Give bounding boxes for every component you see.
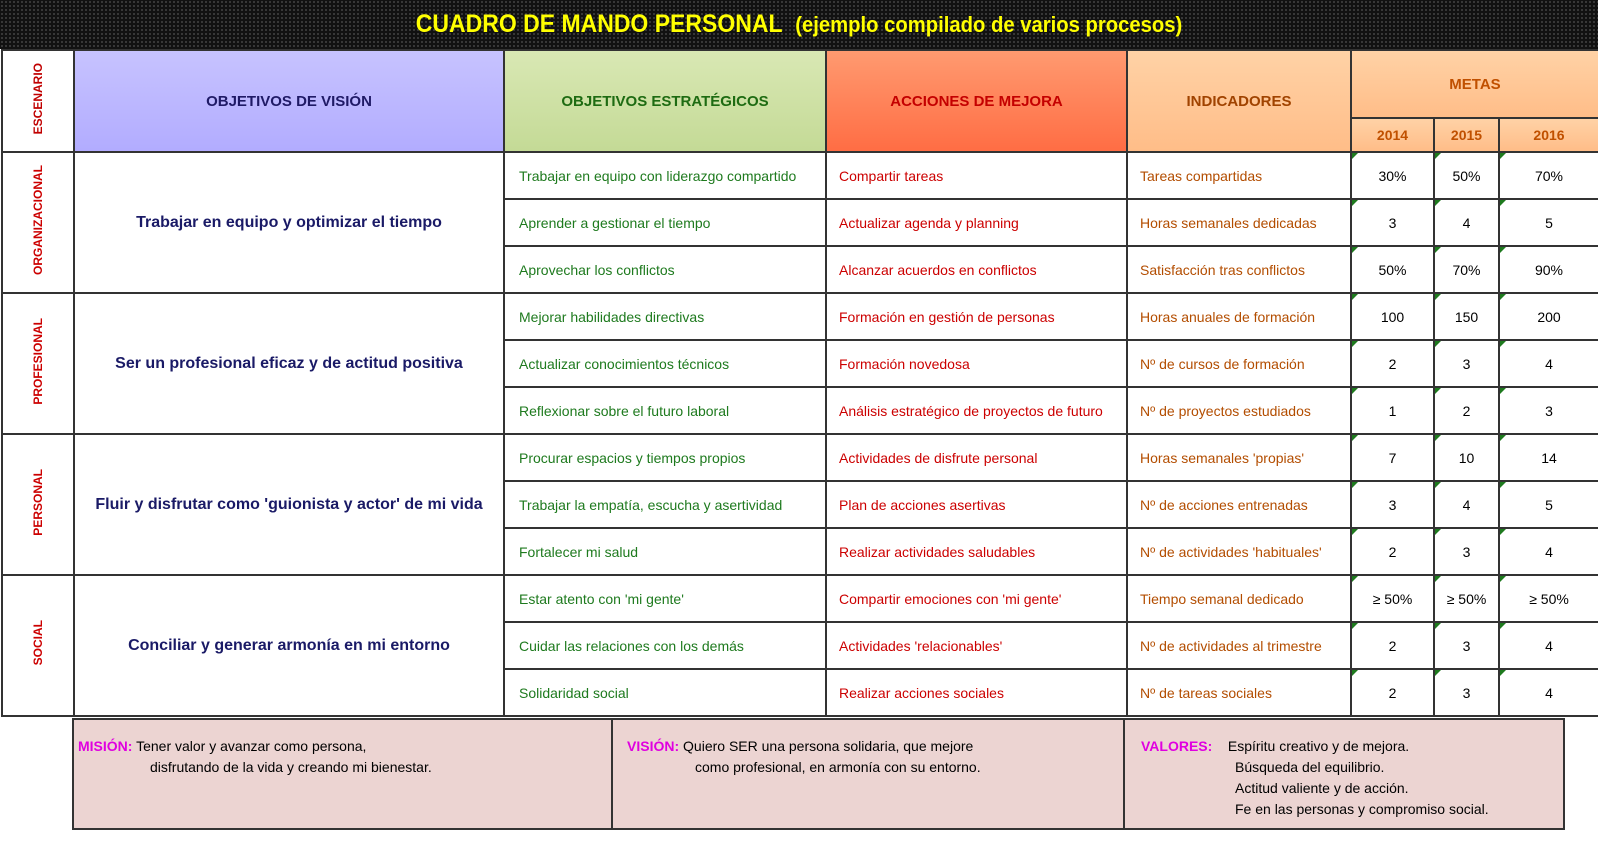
- improvement-action: Plan de acciones asertivas: [826, 481, 1127, 528]
- indicator: Horas semanales 'propias': [1127, 434, 1351, 481]
- valores-line-3: Actitud valiente y de acción.: [1235, 780, 1409, 796]
- indicator: Nº de acciones entrenadas: [1127, 481, 1351, 528]
- indicator: Horas semanales dedicadas: [1127, 199, 1351, 246]
- scenario-label: SOCIAL: [31, 620, 45, 666]
- title-main: CUADRO DE MANDO PERSONAL: [415, 10, 783, 38]
- strategic-objective: Trabajar en equipo con liderazgo compartido: [504, 152, 826, 199]
- goal-2016: 3: [1499, 387, 1598, 434]
- header-escenario: ESCENARIO: [2, 50, 74, 152]
- table-row: [2, 434, 1598, 481]
- goal-2016: 4: [1499, 669, 1598, 716]
- improvement-action: Formación en gestión de personas: [826, 293, 1127, 340]
- improvement-action: Formación novedosa: [826, 340, 1127, 387]
- strategic-objective: Solidaridad social: [504, 669, 826, 716]
- header-year-2014: 2014: [1351, 118, 1434, 152]
- vision-objective: Fluir y disfrutar como 'guionista y actor' de mi vida: [74, 434, 504, 575]
- page-title: [64, 0, 1534, 49]
- goal-2015: ≥ 50%: [1434, 575, 1499, 622]
- header-metas: METAS: [1351, 50, 1598, 118]
- goal-2014: 2: [1351, 669, 1434, 716]
- goal-2015: 70%: [1434, 246, 1499, 293]
- header-estrategicos: OBJETIVOS ESTRATÉGICOS: [504, 50, 826, 152]
- strategic-objective: Aprender a gestionar el tiempo: [504, 199, 826, 246]
- vision-objective: Trabajar en equipo y optimizar el tiempo: [74, 152, 504, 293]
- goal-2014: 2: [1351, 528, 1434, 575]
- mision-label: MISIÓN: [78, 738, 128, 754]
- indicator: Horas anuales de formación: [1127, 293, 1351, 340]
- indicator: Nº de cursos de formación: [1127, 340, 1351, 387]
- header-acciones: ACCIONES DE MEJORA: [826, 50, 1127, 152]
- goal-2015: 4: [1434, 199, 1499, 246]
- goal-2015: 2: [1434, 387, 1499, 434]
- mision-line-2: disfrutando de la vida y creando mi bienestar.: [150, 759, 432, 775]
- goal-2014: 7: [1351, 434, 1434, 481]
- table-row: [2, 575, 1598, 622]
- improvement-action: Actividades 'relacionables': [826, 622, 1127, 669]
- strategic-objective: Mejorar habilidades directivas: [504, 293, 826, 340]
- valores-line-4: Fe en las personas y compromiso social.: [1235, 801, 1489, 817]
- footer-valores: VALORES: Espíritu creativo y de mejora. Búsqueda del equilibrio. Actitud valiente y de acción. Fe en las personas y compromiso social.: [1123, 718, 1565, 830]
- scenario-label: PERSONAL: [31, 468, 45, 536]
- strategic-objective: Fortalecer mi salud: [504, 528, 826, 575]
- strategic-objective: Aprovechar los conflictos: [504, 246, 826, 293]
- goal-2014: ≥ 50%: [1351, 575, 1434, 622]
- goal-2014: 2: [1351, 622, 1434, 669]
- strategic-objective: Actualizar conocimientos técnicos: [504, 340, 826, 387]
- goal-2014: 1: [1351, 387, 1434, 434]
- strategic-objective: Estar atento con 'mi gente': [504, 575, 826, 622]
- mision-line-1: Tener valor y avanzar como persona,: [136, 738, 367, 754]
- indicator: Nº de actividades 'habituales': [1127, 528, 1351, 575]
- goal-2016: 5: [1499, 481, 1598, 528]
- vision-label: VISIÓN: [627, 738, 675, 754]
- strategic-objective: Trabajar la empatía, escucha y asertividad: [504, 481, 826, 528]
- vision-line-1: Quiero SER una persona solidaria, que mejore: [683, 738, 974, 754]
- goal-2014: 3: [1351, 481, 1434, 528]
- header-vision: OBJETIVOS DE VISIÓN: [74, 50, 504, 152]
- improvement-action: Actualizar agenda y planning: [826, 199, 1127, 246]
- goal-2014: 100: [1351, 293, 1434, 340]
- goal-2016: ≥ 50%: [1499, 575, 1598, 622]
- goal-2016: 14: [1499, 434, 1598, 481]
- goal-2014: 2: [1351, 340, 1434, 387]
- goal-2015: 3: [1434, 528, 1499, 575]
- scenario-label: ORGANIZACIONAL: [31, 165, 45, 275]
- improvement-action: Compartir tareas: [826, 152, 1127, 199]
- goal-2015: 10: [1434, 434, 1499, 481]
- scenario-cell: [2, 152, 74, 293]
- vision-line-2: como profesional, en armonía con su entorno.: [695, 759, 981, 775]
- valores-label: VALORES: [1141, 738, 1208, 754]
- indicator: Nº de actividades al trimestre: [1127, 622, 1351, 669]
- header-year-2015: 2015: [1434, 118, 1499, 152]
- strategic-objective: Procurar espacios y tiempos propios: [504, 434, 826, 481]
- valores-line-2: Búsqueda del equilibrio.: [1235, 759, 1385, 775]
- improvement-action: Alcanzar acuerdos en conflictos: [826, 246, 1127, 293]
- indicator: Nº de tareas sociales: [1127, 669, 1351, 716]
- improvement-action: Compartir emociones con 'mi gente': [826, 575, 1127, 622]
- scenario-label: PROFESIONAL: [31, 317, 45, 405]
- strategic-objective: Cuidar las relaciones con los demás: [504, 622, 826, 669]
- indicator: Tiempo semanal dedicado: [1127, 575, 1351, 622]
- goal-2016: 90%: [1499, 246, 1598, 293]
- scenario-cell: [2, 575, 74, 716]
- goal-2015: 150: [1434, 293, 1499, 340]
- scenario-cell: [2, 293, 74, 434]
- goal-2016: 5: [1499, 199, 1598, 246]
- goal-2016: 4: [1499, 340, 1598, 387]
- valores-line-1: Espíritu creativo y de mejora.: [1227, 738, 1410, 754]
- indicator: Nº de proyectos estudiados: [1127, 387, 1351, 434]
- scenario-cell: [2, 434, 74, 575]
- goal-2016: 200: [1499, 293, 1598, 340]
- goal-2016: 70%: [1499, 152, 1598, 199]
- goal-2015: 4: [1434, 481, 1499, 528]
- indicator: Tareas compartidas: [1127, 152, 1351, 199]
- goal-2015: 3: [1434, 622, 1499, 669]
- improvement-action: Análisis estratégico de proyectos de futuro: [826, 387, 1127, 434]
- header-year-2016: 2016: [1499, 118, 1598, 152]
- goal-2014: 50%: [1351, 246, 1434, 293]
- table-row: [2, 293, 1598, 340]
- improvement-action: Actividades de disfrute personal: [826, 434, 1127, 481]
- goal-2015: 50%: [1434, 152, 1499, 199]
- improvement-action: Realizar actividades saludables: [826, 528, 1127, 575]
- goal-2015: 3: [1434, 669, 1499, 716]
- header-indicadores: INDICADORES: [1127, 50, 1351, 152]
- vision-objective: Ser un profesional eficaz y de actitud positiva: [74, 293, 504, 434]
- scorecard-table: [1, 49, 1598, 717]
- indicator: Satisfacción tras conflictos: [1127, 246, 1351, 293]
- footer-mision: MISIÓN: Tener valor y avanzar como persona, disfrutando de la vida y creando mi bienestar.: [72, 718, 613, 830]
- strategic-objective: Reflexionar sobre el futuro laboral: [504, 387, 826, 434]
- goal-2014: 30%: [1351, 152, 1434, 199]
- improvement-action: Realizar acciones sociales: [826, 669, 1127, 716]
- vision-objective: Conciliar y generar armonía en mi entorno: [74, 575, 504, 716]
- footer-vision: VISIÓN: Quiero SER una persona solidaria, que mejore como profesional, en armonía con su entorno.: [611, 718, 1125, 830]
- goal-2016: 4: [1499, 528, 1598, 575]
- goal-2016: 4: [1499, 622, 1598, 669]
- title-subtitle: (ejemplo compilado de varios procesos): [795, 12, 1183, 37]
- goal-2014: 3: [1351, 199, 1434, 246]
- goal-2015: 3: [1434, 340, 1499, 387]
- table-row: [2, 152, 1598, 199]
- footer: [0, 718, 1598, 847]
